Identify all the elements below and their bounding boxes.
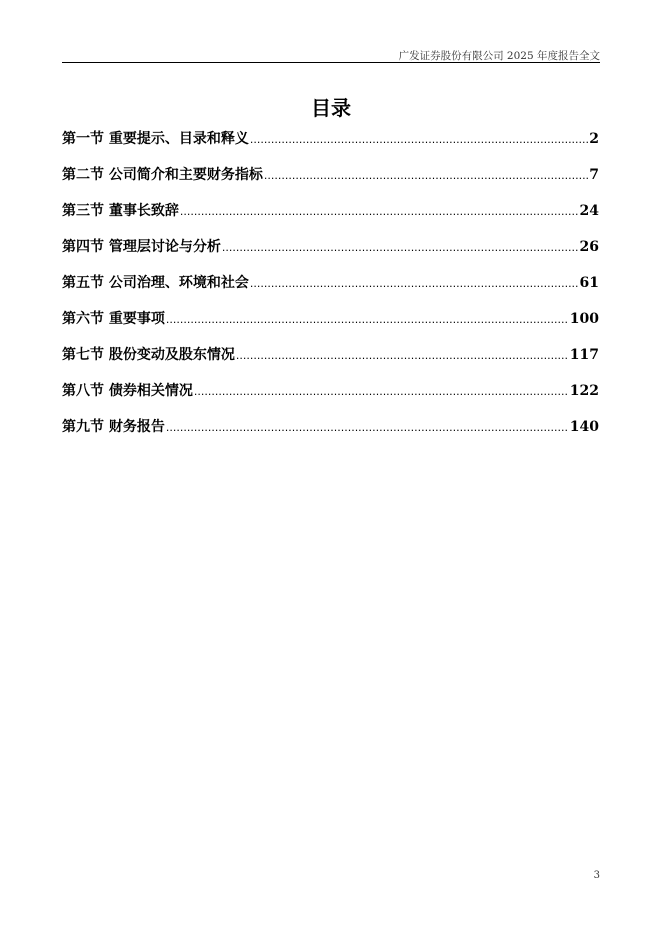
toc-title: 目录: [311, 96, 351, 120]
toc-entry[interactable]: [62, 128, 599, 164]
toc-entry-page: 24: [579, 203, 599, 219]
toc-entry[interactable]: [62, 308, 599, 344]
toc-entry-page: 26: [579, 239, 599, 255]
toc-entry-page: 2: [589, 131, 599, 147]
toc-entry[interactable]: [62, 344, 599, 380]
toc-entry-page: 7: [589, 167, 599, 183]
toc-entry-page: 122: [569, 383, 599, 399]
toc-entry-label: 第一节 重要提示、目录和释义: [62, 131, 249, 147]
running-header: 广发证券股份有限公司 2025 年度报告全文: [398, 50, 600, 62]
toc-entry-page: 61: [579, 275, 599, 291]
toc-entry-page: 117: [569, 347, 599, 363]
dot-leader: [194, 385, 569, 398]
toc-entry[interactable]: [62, 380, 599, 416]
toc-entry-label: 第九节 财务报告: [62, 419, 165, 435]
page-number: 3: [593, 870, 600, 881]
toc-entry[interactable]: [62, 236, 599, 272]
dot-leader: [166, 421, 569, 434]
dot-leader: [236, 349, 569, 362]
dot-leader: [222, 241, 579, 254]
header-rule: [62, 62, 600, 63]
dot-leader: [180, 205, 579, 218]
dot-leader: [264, 169, 588, 182]
toc-entry-label: 第六节 重要事项: [62, 311, 165, 327]
dot-leader: [250, 133, 588, 146]
toc-entry-page: 140: [569, 419, 599, 435]
dot-leader: [166, 313, 569, 326]
dot-leader: [250, 277, 579, 290]
toc-entry-label: 第三节 董事长致辞: [62, 203, 179, 219]
toc-entry-label: 第七节 股份变动及股东情况: [62, 347, 235, 363]
toc-entry-label: 第二节 公司简介和主要财务指标: [62, 167, 263, 183]
toc-entry[interactable]: [62, 164, 599, 200]
toc-entry-page: 100: [569, 311, 599, 327]
toc-entry-label: 第四节 管理层讨论与分析: [62, 239, 221, 255]
toc-entry[interactable]: [62, 200, 599, 236]
table-of-contents: [62, 128, 599, 452]
toc-entry-label: 第八节 债券相关情况: [62, 383, 193, 399]
toc-entry[interactable]: [62, 272, 599, 308]
toc-entry-label: 第五节 公司治理、环境和社会: [62, 275, 249, 291]
toc-entry[interactable]: [62, 416, 599, 452]
